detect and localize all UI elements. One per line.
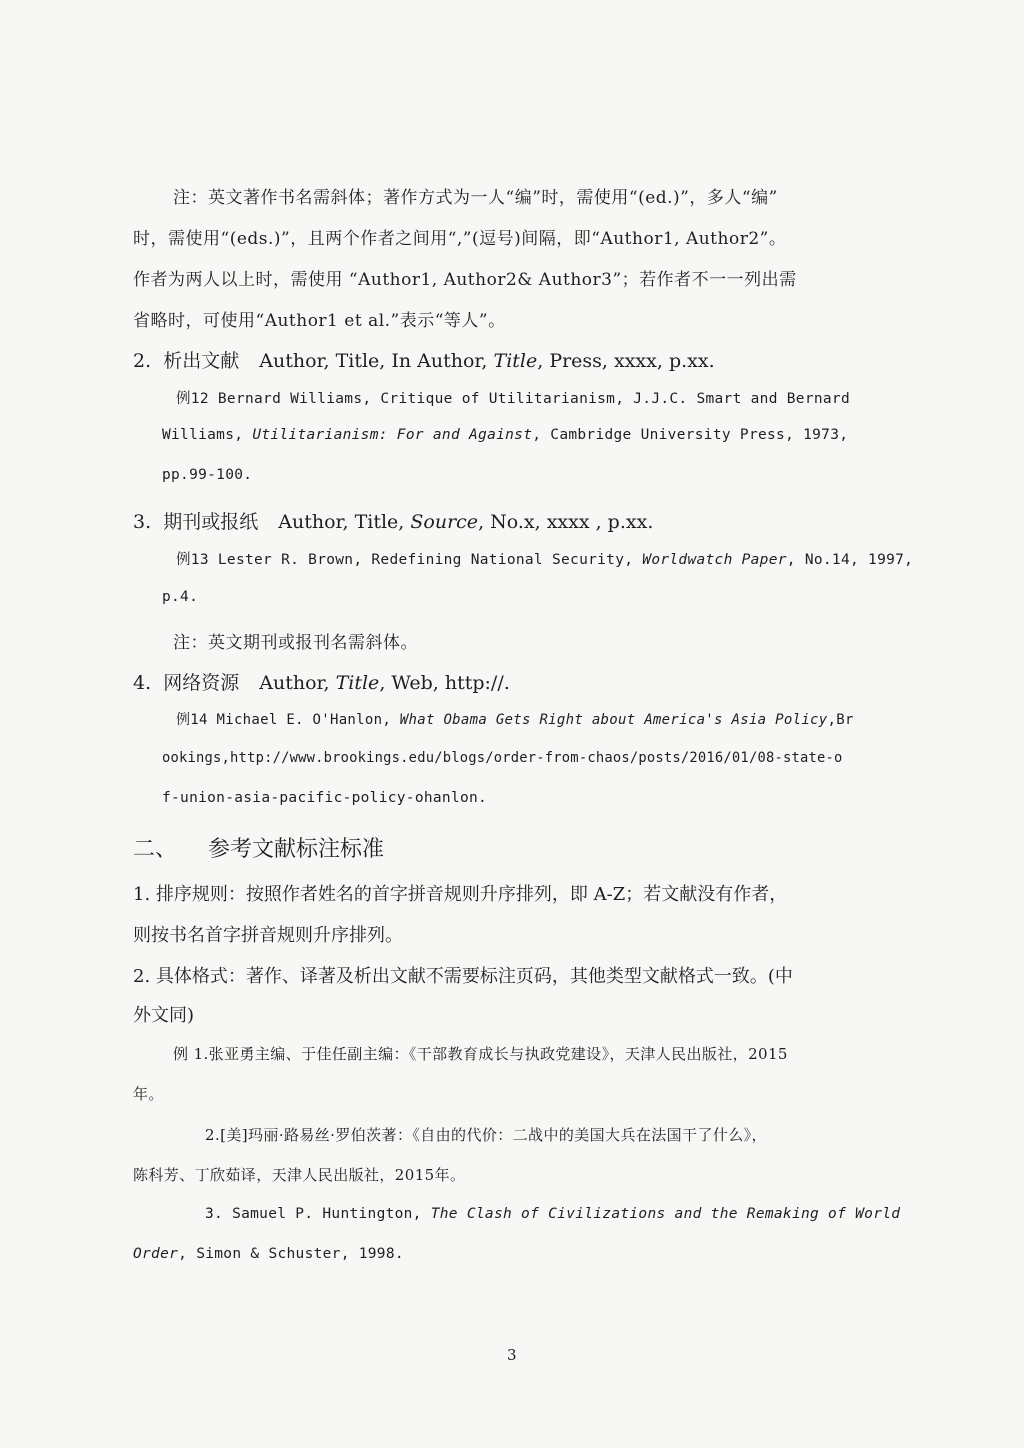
page-number: 3 <box>507 1346 517 1364</box>
rule-line: 外文同) <box>133 1005 195 1026</box>
rule-line: 1. 排序规则：按照作者姓名的首字拼音规则升序排列，即 A-Z；若文献没有作者， <box>133 884 788 905</box>
reference-text: , Simon & Schuster, 1998. <box>178 1246 404 1262</box>
item-number: 4. <box>133 672 152 694</box>
item-heading <box>133 507 653 534</box>
item-pattern-italic: Source <box>410 511 479 533</box>
example-text: 例13 Lester R. Brown, Redefining National Security, <box>176 552 643 568</box>
example-line: f-union-asia-pacific-policy-ohanlon. <box>162 790 488 806</box>
section-title: 参考文献标注标准 <box>208 837 385 862</box>
item-pattern-italic: Title <box>493 350 538 372</box>
reference-italic: The Clash of Civilizations and the Remaking of World <box>430 1206 901 1222</box>
example-line: pp.99-100. <box>162 467 253 483</box>
example-line <box>162 427 848 443</box>
reference-line: 陈科芳、丁欣茹译，天津人民出版社，2015年。 <box>133 1166 466 1184</box>
example-line: p.4. <box>162 589 199 605</box>
reference-italic: Order <box>133 1246 179 1262</box>
item-pattern-tail: , Web, http://. <box>379 672 510 694</box>
reference-line: 年。 <box>133 1085 164 1103</box>
reference-line: 例 1.张亚勇主编、于佳任副主编：《干部教育成长与执政党建设》，天津人民出版社，2015 <box>173 1045 788 1063</box>
item-label: 期刊或报纸 <box>163 511 259 533</box>
reference-line <box>205 1206 900 1222</box>
example-italic: Worldwatch Paper <box>642 552 787 568</box>
example-italic: Utilitarianism: For and Against <box>252 427 533 443</box>
reference-text: 3. Samuel P. Huntington, <box>205 1206 431 1222</box>
example-text: Williams, <box>162 427 253 443</box>
example-text: 例14 Michael E. O'Hanlon, <box>176 712 400 728</box>
section-heading <box>133 832 384 863</box>
example-text: , Cambridge University Press, 1973, <box>532 427 849 443</box>
item-pattern: Author, Title, In Author, <box>259 350 494 372</box>
note-line: 时，需使用“(eds.)”，且两个作者之间用“,”(逗号)间隔，即“Author1, Author2”。 <box>133 229 787 249</box>
example-text: , No.14, 1997, <box>786 552 914 568</box>
item-pattern: Author, Title, <box>278 511 411 533</box>
example-italic: What Obama Gets Right about America's Asia Policy <box>399 712 828 728</box>
reference-line <box>133 1246 404 1262</box>
example-line: ookings,http://www.brookings.edu/blogs/order-from-chaos/posts/2016/01/08-state-o <box>162 750 843 766</box>
item-number: 2. <box>133 350 152 372</box>
rule-line: 2. 具体格式：著作、译著及析出文献不需要标注页码，其他类型文献格式一致。(中 <box>133 966 793 987</box>
example-line <box>176 548 913 569</box>
section-number: 二、 <box>133 837 178 862</box>
item-pattern-tail: , No.x, xxxx , p.xx. <box>478 511 654 533</box>
item-pattern-tail: , Press, xxxx, p.xx. <box>537 350 715 372</box>
example-line: 例12 Bernard Williams, Critique of Utilitarianism, J.J.C. Smart and Bernard <box>176 391 850 407</box>
item-heading <box>133 668 510 695</box>
item-pattern: Author, <box>259 672 336 694</box>
example-line <box>176 709 854 729</box>
example-text: ,Br <box>827 712 854 728</box>
item-number: 3. <box>133 511 152 533</box>
item-label: 析出文献 <box>163 350 240 372</box>
note-line: 注：英文著作书名需斜体；著作方式为一人“编”时，需使用“(ed.)”，多人“编” <box>173 188 778 208</box>
note-line: 省略时，可使用“Author1 et al.”表示“等人”。 <box>133 311 506 331</box>
note-line: 作者为两人以上时，需使用 “Author1, Author2& Author3”；若作者不一一列出需 <box>133 270 797 290</box>
reference-line: 2.[美]玛丽·路易丝·罗伯茨著：《自由的代价：二战中的美国大兵在法国干了什么》， <box>205 1126 767 1144</box>
item-heading <box>133 346 715 373</box>
note-line: 注：英文期刊或报刊名需斜体。 <box>173 633 418 653</box>
item-pattern-italic: Title <box>335 672 380 694</box>
item-label: 网络资源 <box>163 672 240 694</box>
rule-line: 则按书名首字拼音规则升序排列。 <box>133 925 403 946</box>
